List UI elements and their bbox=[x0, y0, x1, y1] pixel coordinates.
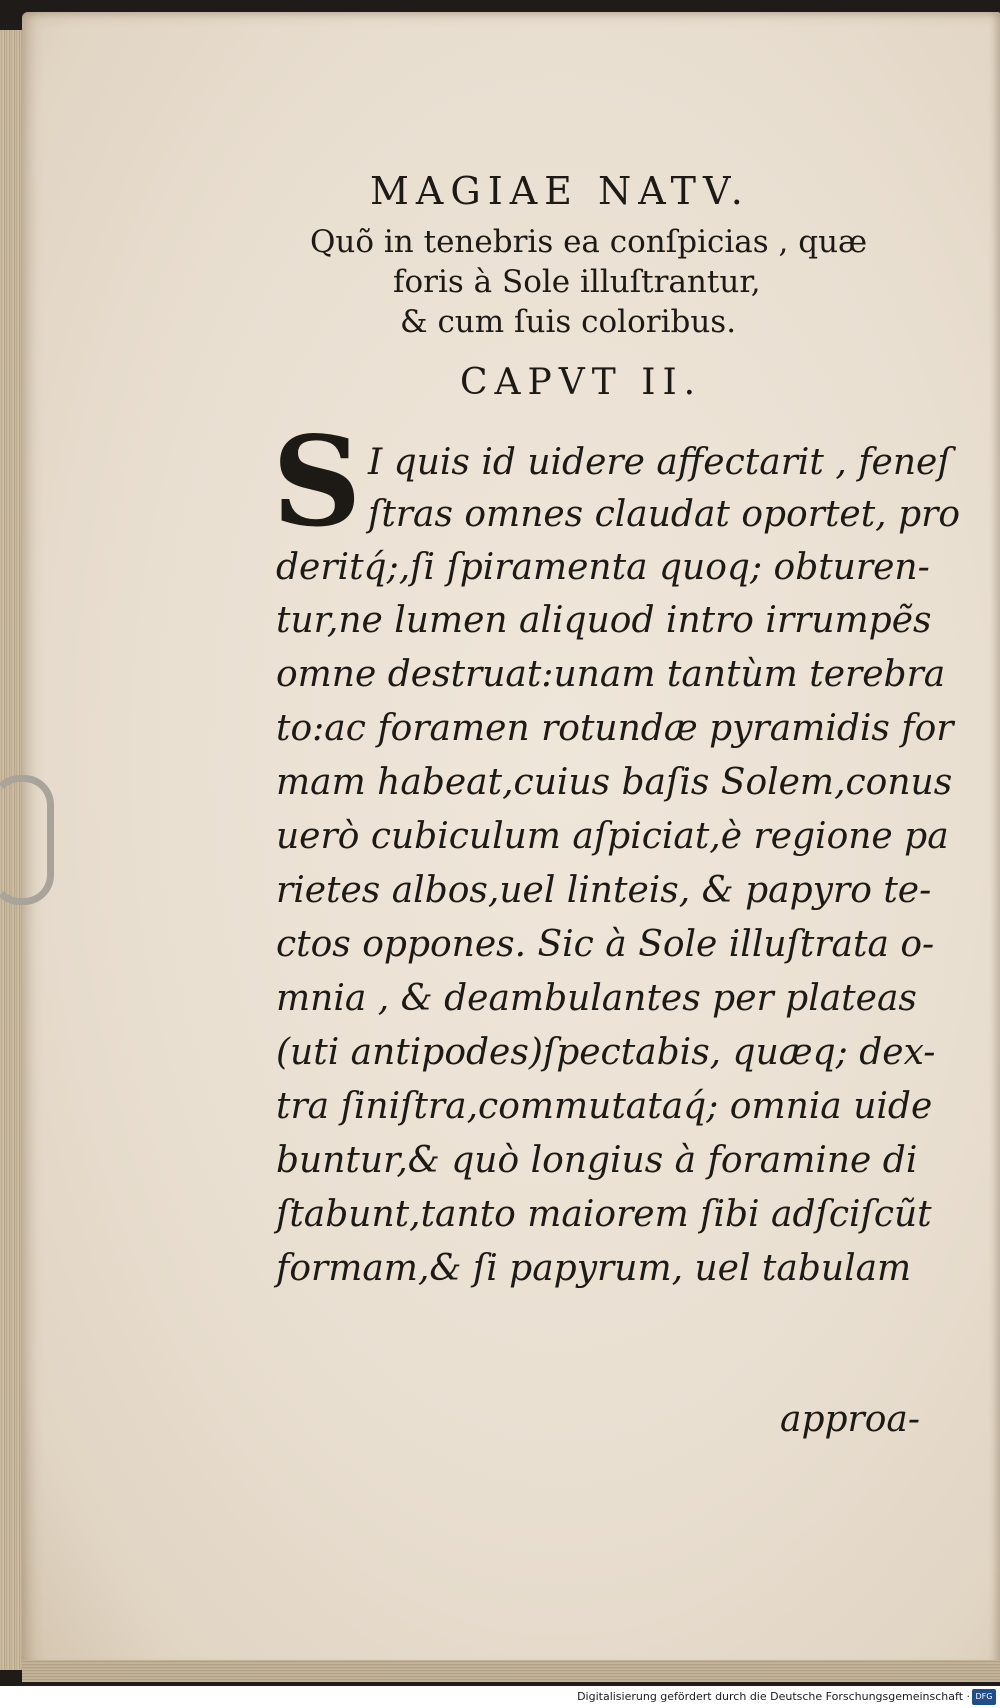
body-line-4: tur,ne lumen aliquod intro irrumpẽs bbox=[276, 600, 932, 641]
footer-bar bbox=[0, 1686, 1000, 1708]
clasp-ring bbox=[0, 775, 54, 905]
body-line-2: ſtras omnes claudat oportet, pro bbox=[368, 494, 960, 535]
heading-line-2: foris à Sole illuſtrantur, bbox=[393, 264, 761, 300]
dfg-logo-icon: DFG bbox=[972, 1689, 996, 1705]
chapter-heading: CAPVT II. bbox=[460, 362, 703, 403]
footer-credit: Digitalisierung gefördert durch die Deutsche Forschungsgemeinschaft · bbox=[577, 1690, 970, 1703]
drop-cap: S bbox=[272, 410, 362, 555]
bottom-page-edges bbox=[22, 1660, 1000, 1682]
body-line-5: omne destruat:unam tantùm terebra bbox=[276, 654, 946, 695]
body-line-11: mnia , & deambulantes per plateas bbox=[276, 978, 917, 1019]
body-line-9: rietes albos,uel linteis, & papyro te- bbox=[276, 870, 932, 911]
body-line-3: deritq́;,ſi ſpiramenta quoq; obturen- bbox=[276, 547, 930, 588]
running-head: MAGIAE NATV. bbox=[370, 169, 750, 213]
body-line-8: uerò cubiculum aſpiciat,è regione pa bbox=[276, 816, 949, 857]
body-line-16: formam,& ſi papyrum, uel tabulam bbox=[276, 1248, 912, 1289]
body-line-12: (uti antipodes)ſpectabis, quæq; dex- bbox=[276, 1032, 936, 1073]
body-line-15: ſtabunt,tanto maiorem ſibi adſciſcũt bbox=[276, 1194, 932, 1235]
body-line-7: mam habeat,cuius baſis Solem,conus bbox=[276, 762, 953, 803]
body-line-1: I quis id uidere affectarit , feneſ bbox=[368, 442, 951, 483]
body-line-10: ctos oppones. Sic à Sole illuſtrata o- bbox=[276, 924, 935, 965]
body-line-13: tra ſiniſtra,commutataq́; omnia uide bbox=[276, 1086, 933, 1127]
heading-line-3: & cum ſuis coloribus. bbox=[400, 304, 737, 340]
body-line-14: buntur,& quò longius à foramine di bbox=[276, 1140, 918, 1181]
catchword: approa- bbox=[780, 1399, 921, 1440]
body-line-6: to:ac foramen rotundæ pyramidis for bbox=[276, 708, 954, 749]
heading-line-1: Quõ in tenebris ea conſpicias , quæ bbox=[310, 224, 868, 260]
